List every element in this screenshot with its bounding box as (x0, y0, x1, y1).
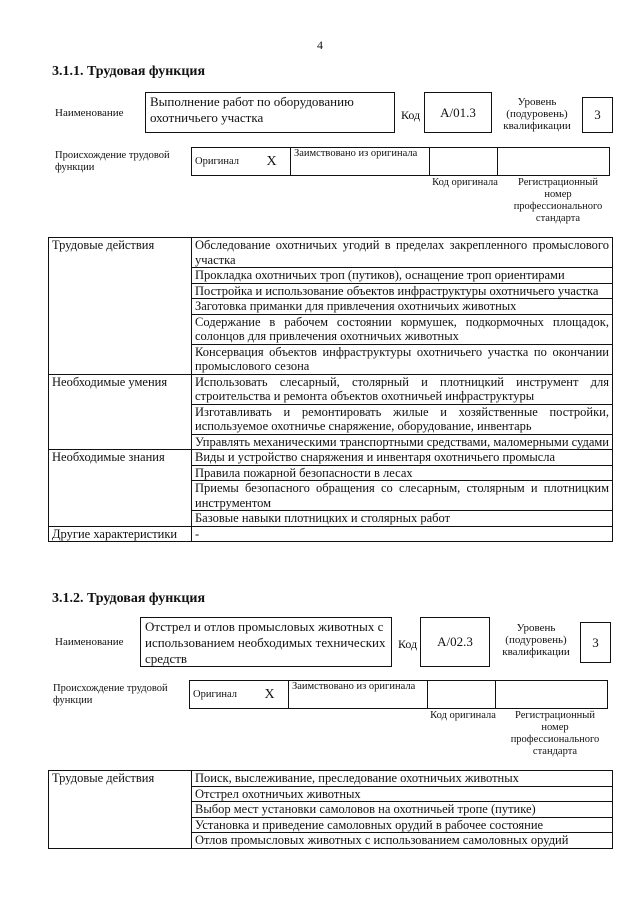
table-cell: Виды и устройство снаряжения и инвентаря охотничьего промысла (192, 450, 613, 466)
table-cell: Приемы безопасного обращения со слесарным, столярным и плотницким инструментом (192, 481, 613, 511)
category-label: Необходимые знания (49, 450, 192, 527)
borrowed-label: Заимствовано из оригинала (291, 148, 430, 176)
function-code: A/01.3 (440, 104, 476, 120)
function-code: A/02.3 (437, 634, 473, 649)
category-label: Необходимые умения (49, 374, 192, 450)
function-name: Отстрел и отлов промысловых животных с использованием необходимых технических средств (145, 619, 386, 666)
reg-number-cell (496, 681, 608, 709)
origin-label: Происхождение трудовой функции (53, 683, 168, 706)
origin-code-caption: Код оригинала (430, 710, 496, 721)
table-cell: Содержание в рабочем состоянии кормушек, подкормочных площадок, солонцов для привлечения охотничьих животных (192, 314, 613, 344)
level-value: 3 (594, 107, 601, 122)
origin-table (189, 680, 608, 709)
reg-number-caption: Регистрационный номер профессионального стандарта (513, 177, 603, 224)
category-label: Трудовые действия (49, 238, 192, 375)
function-details-table (48, 237, 613, 542)
table-cell: Правила пожарной безопасности в лесах (192, 465, 613, 481)
code-label: Код (398, 637, 418, 651)
function-name-box (140, 617, 392, 667)
section-heading: 3.1.2. Трудовая функция (52, 591, 206, 606)
function-code-box (424, 92, 492, 133)
origin-table (191, 147, 610, 176)
origin-code-cell (430, 148, 498, 176)
table-cell: - (192, 526, 613, 542)
reg-number-cell (498, 148, 610, 176)
origin-code-caption: Код оригинала (432, 177, 498, 188)
level-box (580, 622, 611, 663)
table-cell: Прокладка охотничьих троп (путиков), оснащение троп ориентирами (192, 268, 613, 284)
table-cell: Обследование охотничьих угодий в пределах закрепленного промыслового участка (192, 238, 613, 268)
table-cell: Отстрел охотничьих животных (192, 786, 613, 802)
level-label: Уровень (подуровень) квалификации (503, 96, 571, 132)
function-details-table (48, 770, 613, 849)
page-number: 4 (317, 38, 323, 52)
table-cell: Отлов промысловых животных с использованием самоловных орудий (192, 833, 613, 849)
table-cell: Базовые навыки плотницких и столярных работ (192, 511, 613, 527)
borrowed-label: Заимствовано из оригинала (289, 681, 428, 709)
reg-number-caption: Регистрационный номер профессионального стандарта (510, 710, 600, 757)
level-box (582, 97, 613, 133)
table-cell: Заготовка приманки для привлечения охотничьих животных (192, 299, 613, 315)
table-cell: Управлять механическими транспортными средствами, маломерными судами (192, 434, 613, 450)
original-label: Оригинал (192, 148, 254, 176)
original-mark: X (251, 681, 289, 709)
table-cell: Поиск, выслеживание, преследование охотничьих животных (192, 771, 613, 787)
table-cell: Изготавливать и ремонтировать жилые и хозяйственные постройки, используемое охотничье снаряжение, оборудование, инвентарь (192, 404, 613, 434)
original-label: Оригинал (190, 681, 252, 709)
name-label: Наименование (55, 636, 124, 648)
table-cell: Постройка и использование объектов инфраструктуры охотничьего участка (192, 283, 613, 299)
origin-label: Происхождение трудовой функции (55, 150, 170, 173)
category-label: Другие характеристики (49, 526, 192, 542)
function-name: Выполнение работ по оборудованию охотничьего участка (150, 94, 354, 125)
name-label: Наименование (55, 107, 124, 119)
function-name-box (145, 92, 395, 133)
category-label: Трудовые действия (49, 771, 192, 849)
level-value: 3 (592, 634, 599, 650)
code-label: Код (401, 108, 421, 122)
table-cell: Выбор мест установки самоловов на охотничьей тропе (путике) (192, 802, 613, 818)
function-code-box (420, 617, 490, 667)
level-label: Уровень (подуровень) квалификации (502, 622, 570, 658)
origin-code-cell (428, 681, 496, 709)
table-cell: Консервация объектов инфраструктуры охотничьего участка по окончании промыслового сезона (192, 344, 613, 374)
original-mark: X (253, 148, 291, 176)
table-cell: Установка и приведение самоловных орудий в рабочее состояние (192, 817, 613, 833)
section-heading: 3.1.1. Трудовая функция (52, 64, 206, 79)
table-cell: Использовать слесарный, столярный и плотницкий инструмент для строительства и ремонта объектов охотничьей инфраструктуры (192, 374, 613, 404)
